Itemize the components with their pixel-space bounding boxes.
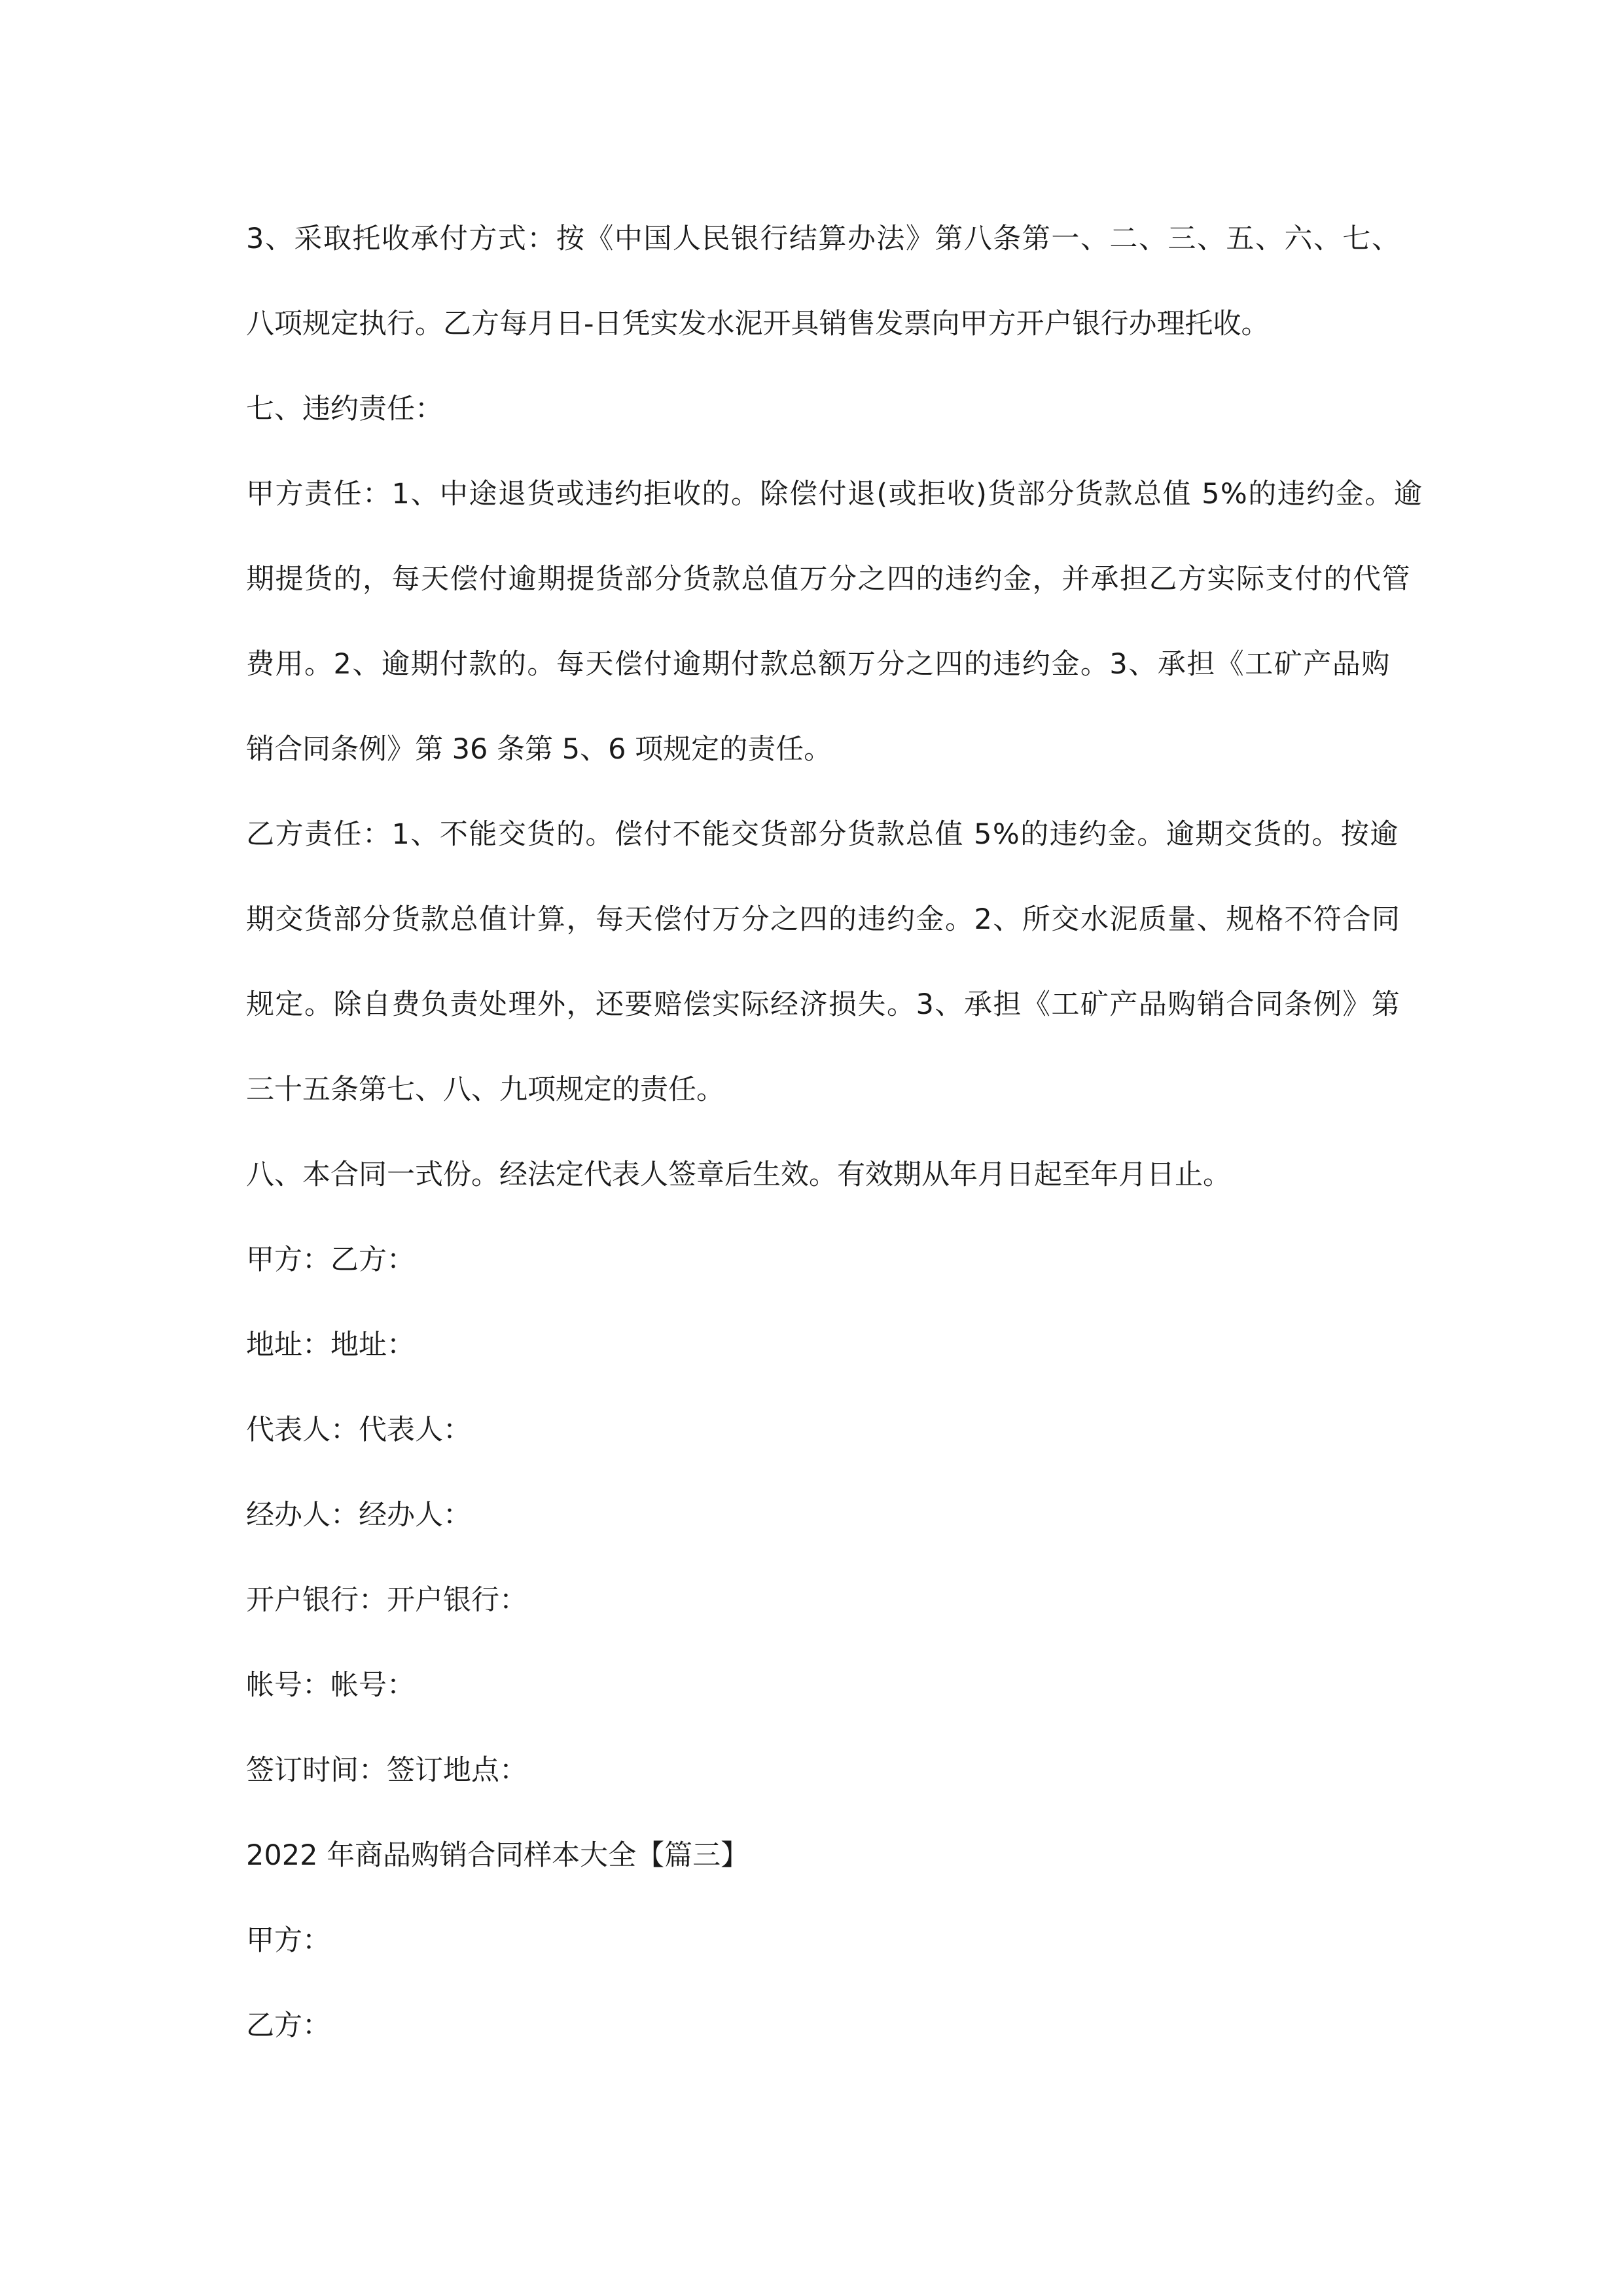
section-title-part-3: 2022 年商品购销合同样本大全【篇三】 [246,1839,749,1872]
signature-representative: 代表人：代表人： [246,1414,471,1446]
party-a-liability-line-4: 销合同条例》第 36 条第 5、6 项规定的责任。 [246,733,832,766]
signature-agent: 经办人：经办人： [246,1499,471,1532]
party-a-label: 甲方： [246,1924,330,1957]
party-b-liability-line-3: 规定。除自费负责处理外，还要赔偿实际经济损失。3、承担《工矿产品购销合同条例》第 [246,988,1401,1021]
section-8-validity: 八、本合同一式份。经法定代表人签章后生效。有效期从年月日起至年月日止。 [246,1158,1231,1191]
party-a-liability-line-1: 甲方责任：1、中途退货或违约拒收的。除偿付退(或拒收)货部分货款总值 5%的违约金。逾 [246,478,1423,511]
section-7-heading: 七、违约责任： [246,393,443,425]
signature-bank: 开户银行：开户银行： [246,1584,527,1617]
signature-date-place: 签订时间：签订地点： [246,1754,527,1787]
signature-address: 地址：地址： [246,1329,415,1361]
signature-account: 帐号：帐号： [246,1669,415,1702]
party-a-liability-line-2: 期提货的，每天偿付逾期提货部分货款总值万分之四的违约金，并承担乙方实际支付的代管 [246,563,1411,596]
party-b-liability-line-4: 三十五条第七、八、九项规定的责任。 [246,1073,724,1106]
party-b-liability-line-1: 乙方责任：1、不能交货的。偿付不能交货部分货款总值 5%的违约金。逾期交货的。按逾 [246,818,1399,851]
party-b-label: 乙方： [246,2009,330,2042]
clause-3-payment-line-1: 3、采取托收承付方式：按《中国人民银行结算办法》第八条第一、二、三、五、六、七、 [246,223,1401,255]
party-a-liability-line-3: 费用。2、逾期付款的。每天偿付逾期付款总额万分之四的违约金。3、承担《工矿产品购 [246,648,1391,681]
party-b-liability-line-2: 期交货部分货款总值计算，每天偿付万分之四的违约金。2、所交水泥质量、规格不符合同 [246,903,1401,936]
signature-parties: 甲方：乙方： [246,1244,415,1276]
clause-3-payment-line-2: 八项规定执行。乙方每月日-日凭实发水泥开具销售发票向甲方开户银行办理托收。 [246,308,1270,340]
